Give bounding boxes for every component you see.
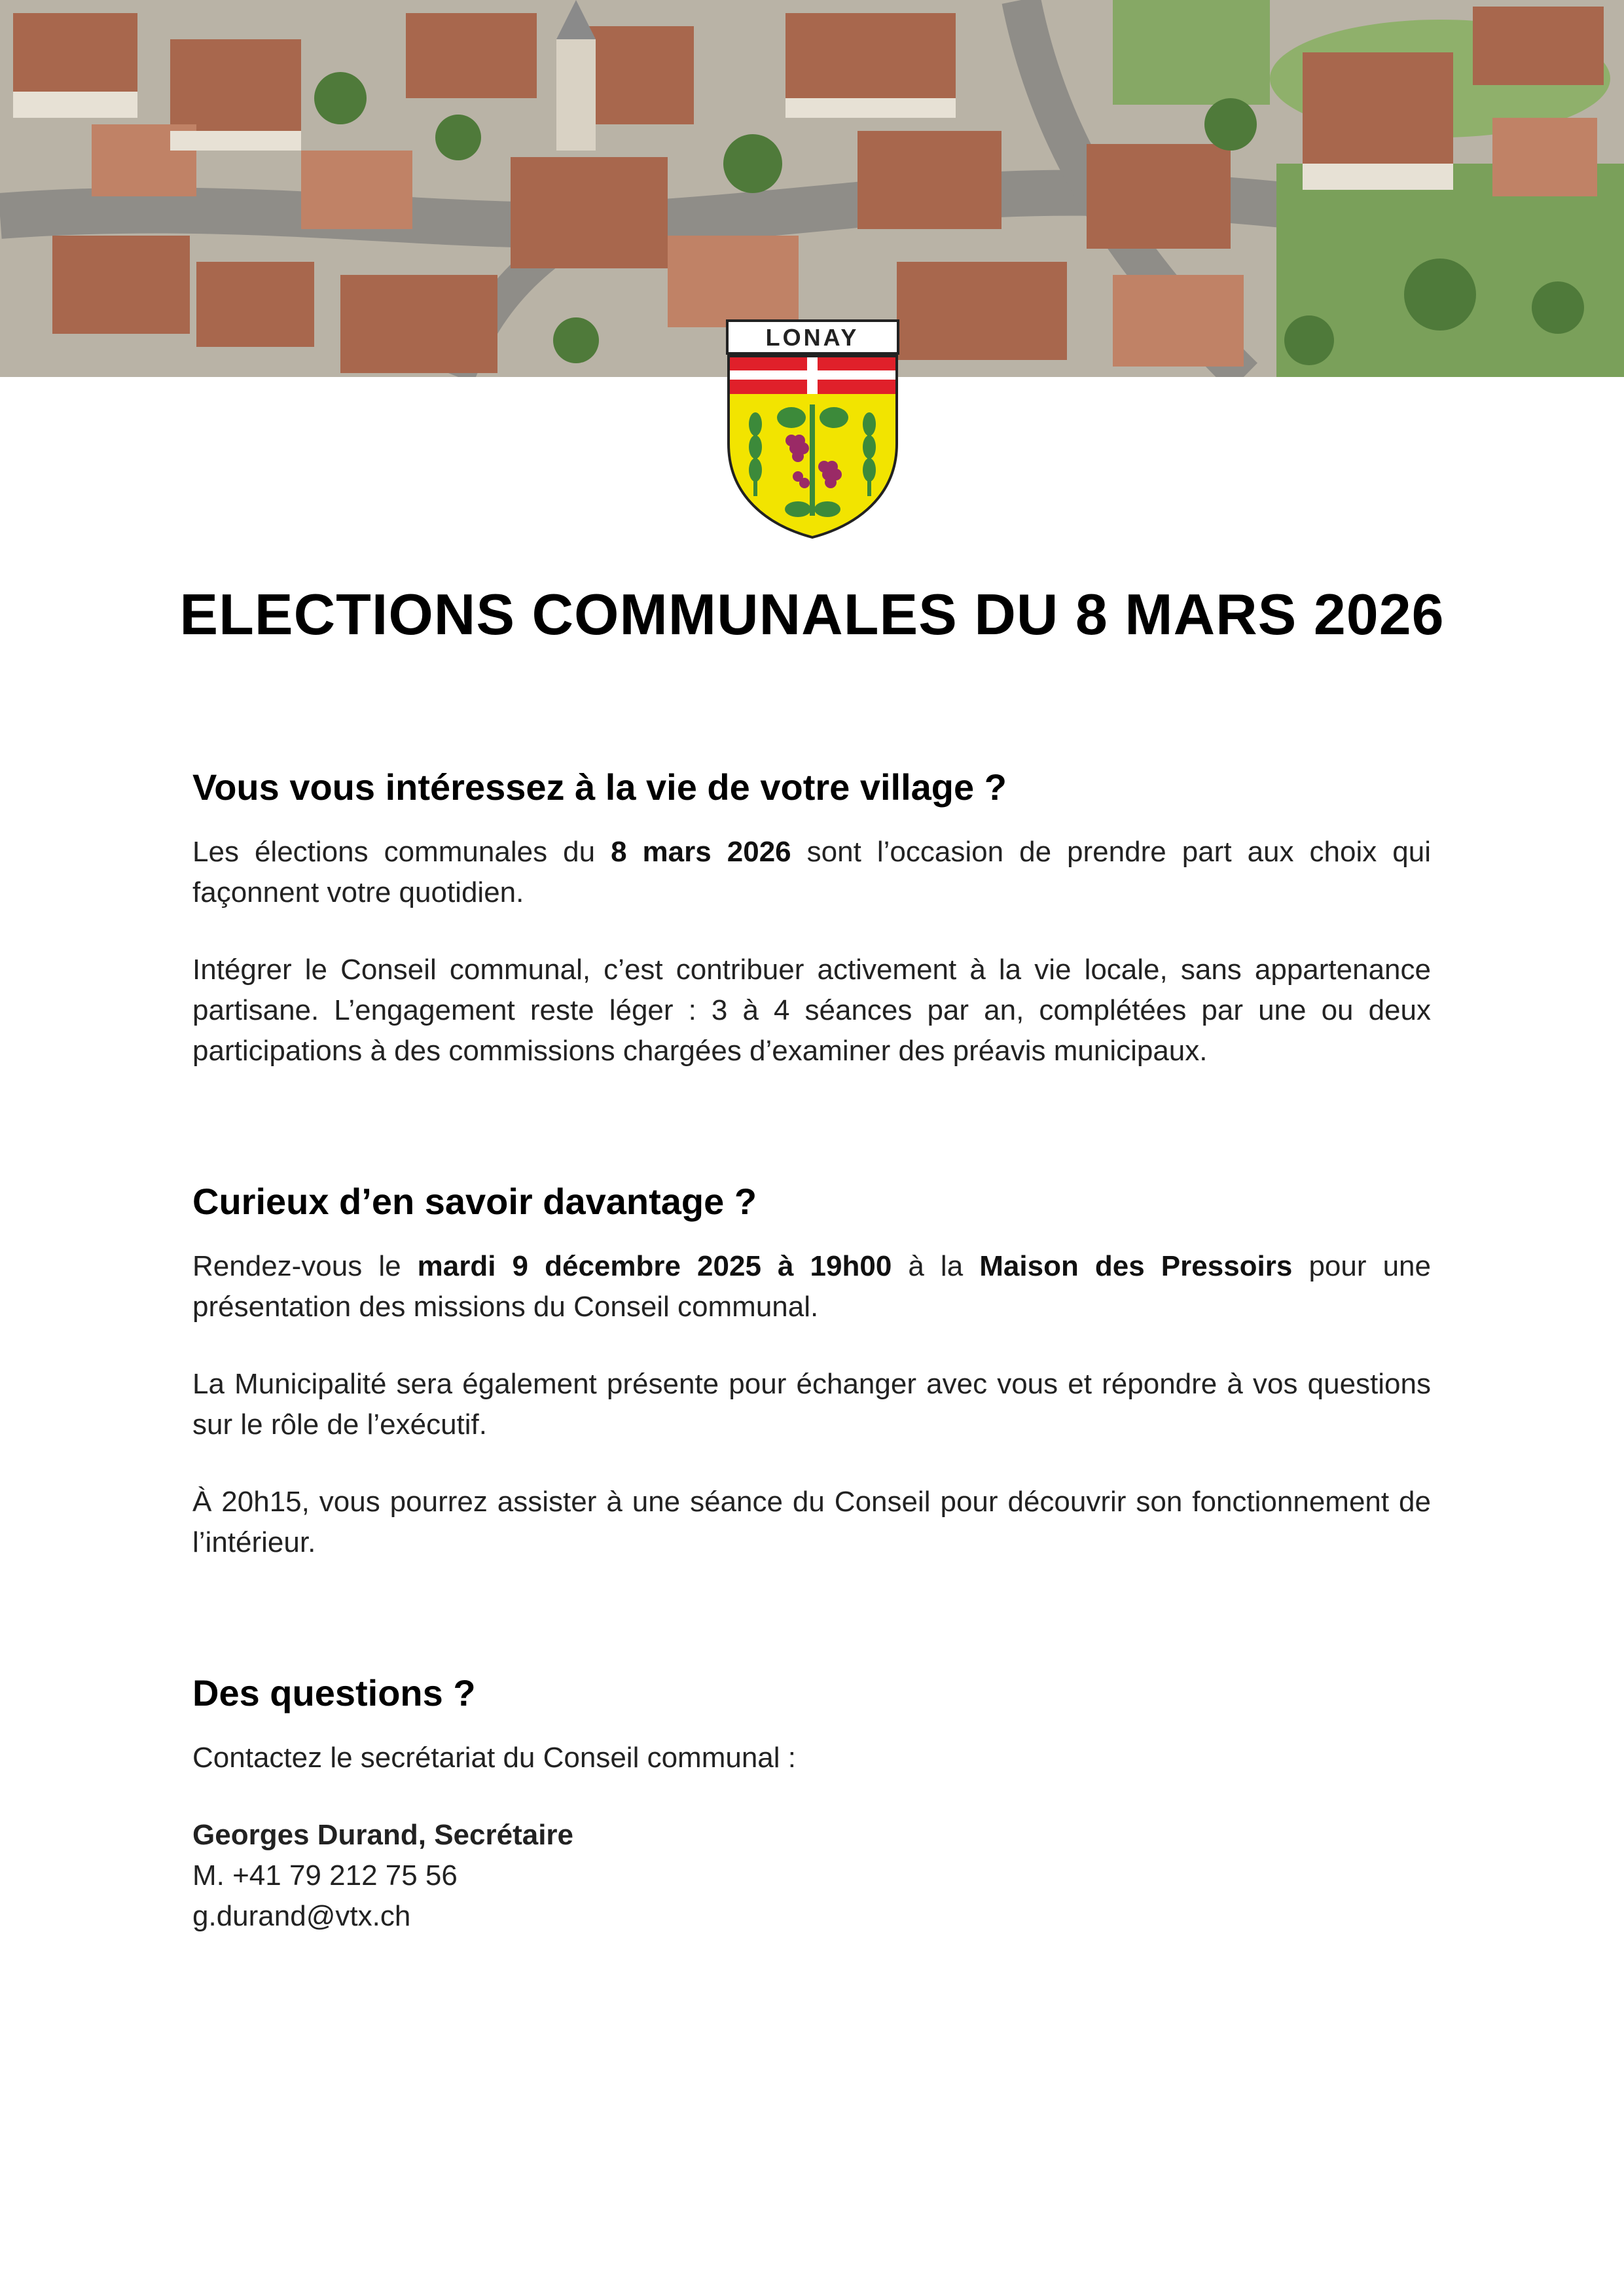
text: à la <box>892 1250 980 1282</box>
meeting-venue: Maison des Pressoirs <box>979 1250 1293 1282</box>
lonay-coat-of-arms <box>726 319 899 539</box>
contact-email[interactable]: g.durand@vtx.ch <box>192 1900 411 1932</box>
document-body <box>192 766 1431 1937</box>
svg-text:LONAY: LONAY <box>765 324 859 351</box>
contact-name: Georges Durand, Secrétaire <box>192 1819 574 1851</box>
section-heading-curious: Curieux d’en savoir davantage ? <box>192 1181 757 1222</box>
spacer <box>192 1108 1431 1180</box>
text: Rendez-vous le <box>192 1250 418 1282</box>
text: Les élections communales du <box>192 836 611 868</box>
paragraph-municipality: La Municipalité sera également présente pour échanger avec vous et répondre à vos questions sur le rôle de l’exécutif. <box>192 1368 1431 1441</box>
paragraph-session: À 20h15, vous pourrez assister à une séance du Conseil pour découvrir son fonctionnement de l’intérieur. <box>192 1486 1431 1558</box>
paragraph-elections <box>192 832 1431 913</box>
section-heading-questions: Des questions ? <box>192 1672 476 1713</box>
meeting-date: mardi 9 décembre 2025 à 19h00 <box>417 1250 892 1282</box>
election-date: 8 mars 2026 <box>611 836 791 868</box>
section-heading-interest: Vous vous intéressez à la vie de votre village ? <box>192 766 1007 808</box>
paragraph-meeting <box>192 1246 1431 1327</box>
text: pour une présentation des missions du Conseil communal. <box>192 1250 1431 1323</box>
contact-phone[interactable]: M. +41 79 212 75 56 <box>192 1859 458 1892</box>
page-title: ELECTIONS COMMUNALES DU 8 MARS 2026 <box>179 582 1445 647</box>
text: sont l’occasion de prendre part aux choix qui façonnent votre quotidien. <box>192 836 1431 908</box>
paragraph-contact-intro: Contactez le secrétariat du Conseil communal : <box>192 1742 796 1774</box>
contact-block <box>192 1815 1431 1937</box>
spacer <box>192 1600 1431 1672</box>
paragraph-council: Intégrer le Conseil communal, c’est contribuer activement à la vie locale, sans appartenance partisane. L’engagement reste léger : 3 à 4 séances par an, complétées par une ou deux participations à des commissions chargées d’examiner des préavis municipaux. <box>192 954 1431 1067</box>
